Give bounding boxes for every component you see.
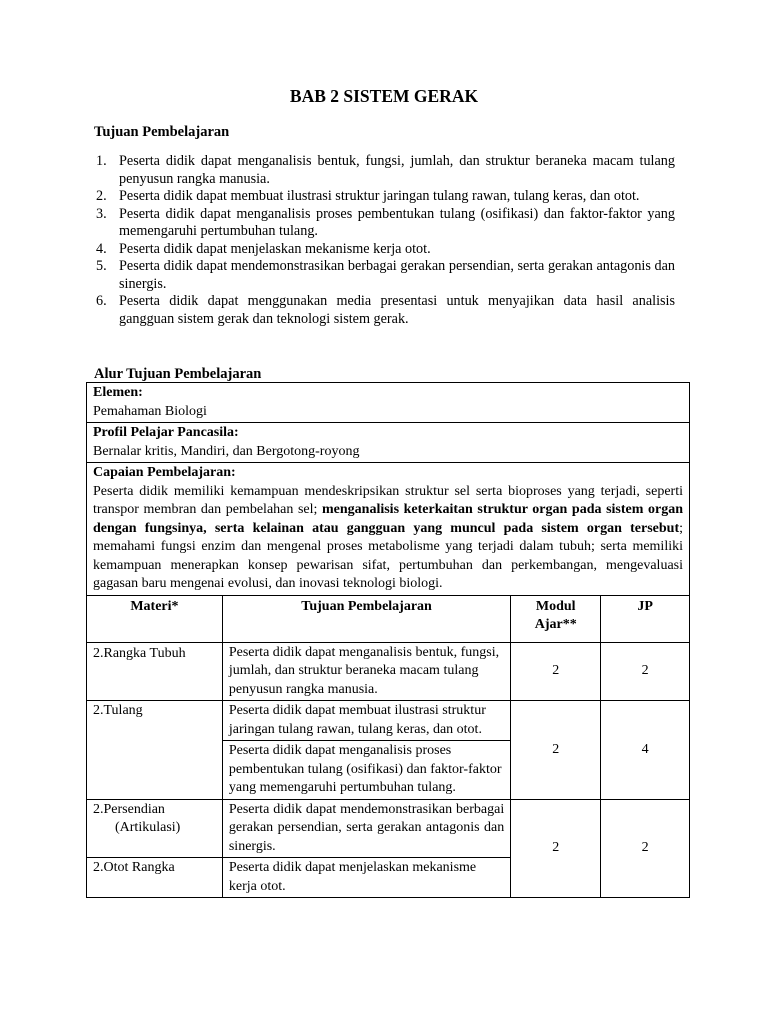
materi-cell: Otot Rangka — [103, 860, 175, 875]
jp-cell: 4 — [601, 701, 690, 800]
jp-cell: 2 — [601, 642, 690, 701]
objective-item: 5. Peserta didik dapat mendemonstrasikan berbagai gerakan persendian, serta gerakan antagonis dan sinergis. — [96, 258, 675, 292]
objective-item: 4. Peserta didik dapat menjelaskan mekanisme kerja otot. — [96, 240, 431, 257]
objectives-list — [94, 153, 675, 328]
table-header-row — [87, 595, 690, 642]
capaian-label: Capaian Pembelajaran: — [93, 465, 236, 480]
objective-item: 1. Peserta didik dapat menganalisis bentuk, fungsi, jumlah, dan struktur beraneka macam tulang penyusun rangka manusia. — [96, 153, 675, 187]
column-header-modul: Modul Ajar** — [511, 595, 601, 642]
profil-label: Profil Pelajar Pancasila: — [93, 425, 239, 440]
objective-item: 2. Peserta didik dapat membuat ilustrasi struktur jaringan tulang rawan, tulang keras, dan otot. — [96, 188, 640, 204]
capaian-text: Peserta didik memiliki kemampuan mendeskripsikan struktur sel serta bioproses yang terjadi, seperti transpor membran dan pembelahan sel; menganalisis keterkaitan struktur organ pada sistem organ dengan fungsinya, serta kelainan atau gangguan yang muncul pada sistem organ tersebut; memahami fungsi enzim dan mengenal proses metabolisme yang terjadi dalam tubuh; serta memiliki kemampuan menerapkan konsep pewarisan sifat, pertumbuhan dan perkembangan, mengevaluasi gagasan baru mengenai evolusi, dan inovasi teknologi biologi. — [93, 483, 683, 591]
objectives-heading: Tujuan Pembelajaran — [94, 124, 230, 140]
column-header-jp: JP — [601, 595, 690, 642]
profil-value: Bernalar kritis, Mandiri, dan Bergotong-royong — [93, 443, 360, 459]
table-row: 2.Tulang Peserta didik dapat membuat ilustrasi struktur jaringan tulang rawan, tulang keras, dan otot. 2 4 — [87, 701, 690, 741]
modul-cell: 2 — [511, 701, 601, 800]
page-title: BAB 2 SISTEM GERAK — [289, 86, 479, 106]
profil-row — [87, 423, 690, 463]
tujuan-cell: Peserta didik dapat menganalisis bentuk, fungsi, jumlah, dan struktur beraneka macam tulang penyusun rangka manusia. — [222, 642, 510, 701]
atp-table — [86, 382, 690, 898]
table-row: 2.Persendian (Artikulasi) Peserta didik dapat mendemonstrasikan berbagai gerakan persendian, serta gerakan antagonis dan sinergis. 2 2 — [87, 799, 690, 858]
tujuan-cell: Peserta didik dapat menganalisis proses pembentukan tulang (osifikasi) dan faktor-faktor yang memengaruhi pertumbuhan tulang. — [222, 741, 510, 800]
materi-cell: Rangka Tubuh — [103, 645, 186, 661]
materi-cell: Tulang — [103, 703, 143, 718]
materi-cell: Persendian — [103, 801, 165, 817]
elemen-row — [87, 383, 690, 423]
column-header-materi: Materi* — [87, 595, 223, 642]
atp-heading: Alur Tujuan Pembelajaran — [94, 366, 262, 382]
objective-item: 3. Peserta didik dapat menganalisis proses pembentukan tulang (osifikasi) dan faktor-faktor yang memengaruhi pertumbuhan tulang. — [96, 205, 675, 239]
column-header-tujuan: Tujuan Pembelajaran — [222, 595, 510, 642]
modul-cell: 2 — [511, 799, 601, 898]
capaian-row — [87, 463, 690, 596]
objective-item: 6. Peserta didik dapat menggunakan media presentasi untuk menyajikan data hasil analisis gangguan sistem gerak dan teknologi sistem gerak. — [96, 293, 675, 327]
elemen-value: Pemahaman Biologi — [93, 403, 207, 419]
table-row: 2.Otot Rangka Peserta didik dapat menjelaskan mekanisme kerja otot. — [87, 858, 690, 898]
tujuan-cell: Peserta didik dapat menjelaskan mekanisme kerja otot. — [222, 858, 510, 898]
tujuan-cell: Peserta didik dapat mendemonstrasikan berbagai gerakan persendian, serta gerakan antagonis dan sinergis. — [222, 799, 510, 858]
modul-cell: 2 — [511, 642, 601, 701]
table-row: 2.Rangka Tubuh Peserta didik dapat menganalisis bentuk, fungsi, jumlah, dan struktur beraneka macam tulang penyusun rangka manusia. 2 2 — [87, 642, 690, 701]
elemen-label: Elemen: — [93, 385, 143, 400]
tujuan-cell: Peserta didik dapat membuat ilustrasi struktur jaringan tulang rawan, tulang keras, dan otot. — [222, 701, 510, 741]
jp-cell: 2 — [601, 799, 690, 898]
